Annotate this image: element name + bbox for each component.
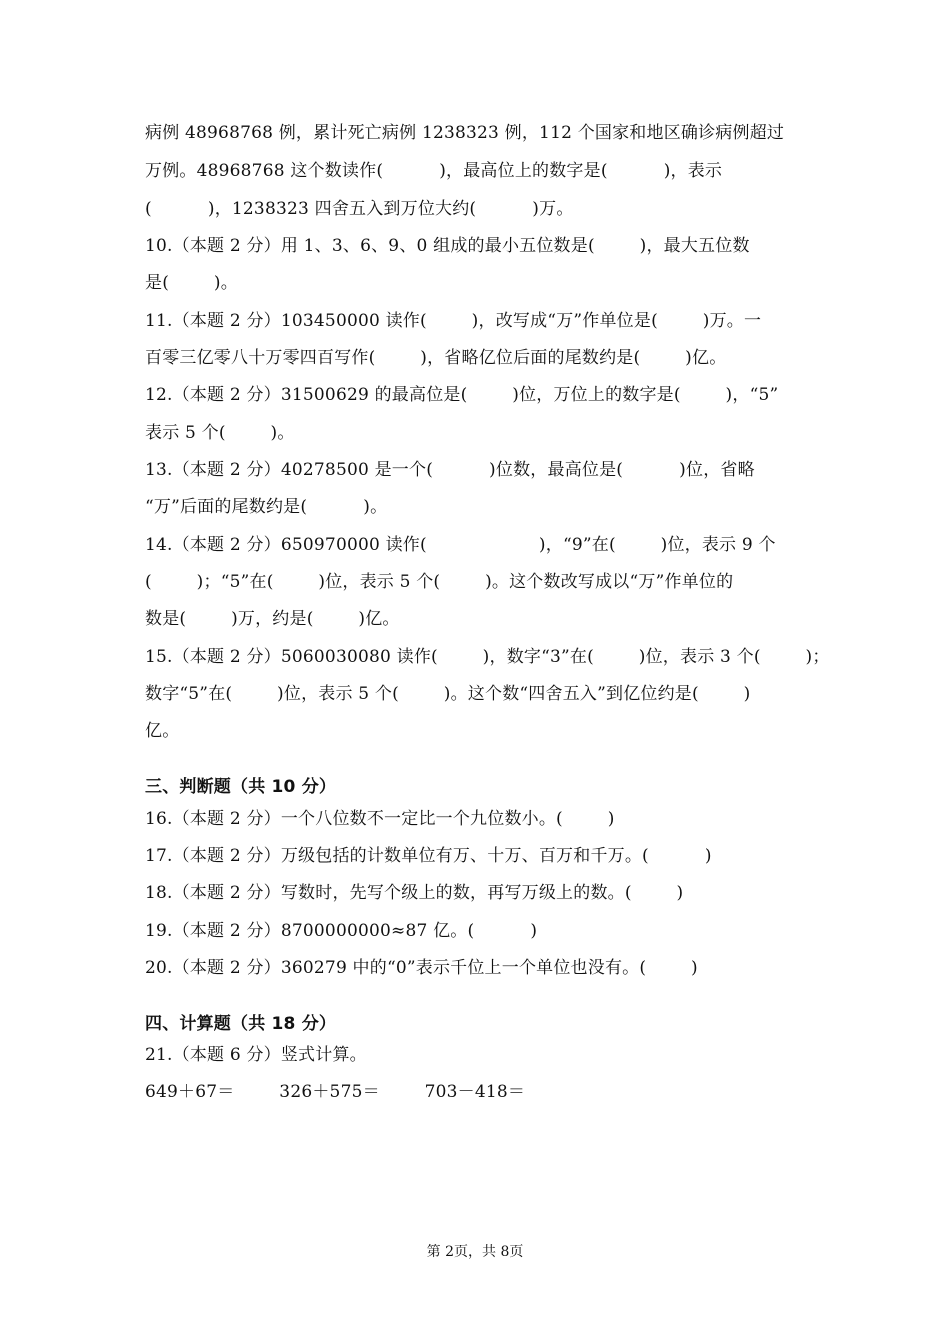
section-heading-calculation: 四、计算题（共 18 分） bbox=[145, 1014, 337, 1034]
question-17: 17.（本题 2 分）万级包括的计数单位有万、十万、百万和千万。( ) bbox=[145, 846, 712, 866]
text-line: ( )；“5”在( )位，表示 5 个( )。这个数改写成以“万”作单位的 bbox=[145, 572, 734, 592]
text-line: 病例 48968768 例，累计死亡病例 1238323 例，112 个国家和地区确诊病例超过 bbox=[145, 123, 785, 143]
question-15: 15.（本题 2 分）5060030080 读作( )，数字“3”在( )位，表示 3 个( )； bbox=[145, 647, 830, 667]
question-19: 19.（本题 2 分）8700000000≈87 亿。( ) bbox=[145, 921, 538, 941]
question-14: 14.（本题 2 分）650970000 读作( )，“9”在( )位，表示 9 个 bbox=[145, 535, 776, 555]
question-20: 20.（本题 2 分）360279 中的“0”表示千位上一个单位也没有。( ) bbox=[145, 958, 698, 978]
text-line: 是( )。 bbox=[145, 273, 238, 293]
text-line: “万”后面的尾数约是( )。 bbox=[145, 497, 388, 517]
text-line: 万例。48968768 这个数读作( )，最高位上的数字是( )，表示 bbox=[145, 161, 723, 181]
question-11: 11.（本题 2 分）103450000 读作( )，改写成“万”作单位是( )万。一 bbox=[145, 311, 762, 331]
question-21: 21.（本题 6 分）竖式计算。 bbox=[145, 1045, 367, 1065]
text-line: ( )，1238323 四舍五入到万位大约( )万。 bbox=[145, 199, 574, 219]
section-heading-judgment: 三、判断题（共 10 分） bbox=[145, 777, 337, 797]
question-18: 18.（本题 2 分）写数时，先写个级上的数，再写万级上的数。( ) bbox=[145, 883, 684, 903]
text-line: 百零三亿零八十万零四百写作( )，省略亿位后面的尾数约是( )亿。 bbox=[145, 348, 727, 368]
question-10: 10.（本题 2 分）用 1、3、6、9、0 组成的最小五位数是( )，最大五位数 bbox=[145, 236, 750, 256]
calculation-expressions: 649＋67＝ 326＋575＝ 703－418＝ bbox=[145, 1082, 526, 1102]
question-13: 13.（本题 2 分）40278500 是一个( )位数，最高位是( )位，省略 bbox=[145, 460, 755, 480]
question-12: 12.（本题 2 分）31500629 的最高位是( )位，万位上的数字是( )，“5” bbox=[145, 385, 779, 405]
text-line: 表示 5 个( )。 bbox=[145, 423, 295, 443]
text-line: 数是( )万，约是( )亿。 bbox=[145, 609, 400, 629]
page-footer: 第 2页，共 8页 bbox=[426, 1244, 524, 1260]
text-line: 数字“5”在( )位，表示 5 个( )。这个数“四舍五入”到亿位约是( ) bbox=[145, 684, 751, 704]
question-16: 16.（本题 2 分）一个八位数不一定比一个九位数小。( ) bbox=[145, 809, 615, 829]
text-line: 亿。 bbox=[145, 721, 180, 741]
